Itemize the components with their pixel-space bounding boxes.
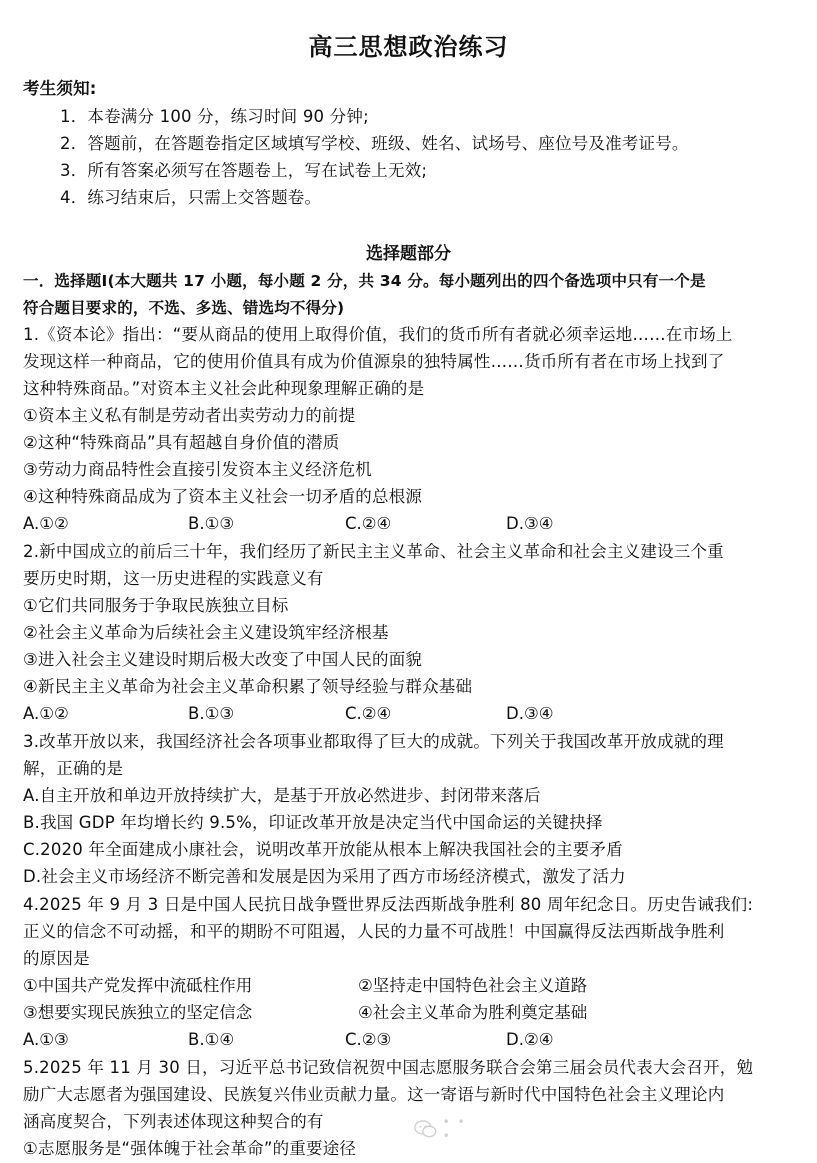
question-1-option-b: B.①③ [188, 514, 235, 533]
question-1-stem: 发现这样一种商品，它的使用价值具有成为价值源泉的独特属性……货币所有者在市场上找到了 [23, 352, 725, 371]
question-4-statement: ④社会主义革命为胜利奠定基础 [358, 1003, 588, 1022]
notice-item: 1．本卷满分 100 分，练习时间 90 分钟; [60, 107, 369, 126]
notice-item: 4．练习结束后，只需上交答题卷。 [60, 188, 322, 207]
question-1-option-d: D.③④ [506, 514, 554, 533]
question-2-option-b: B.①③ [188, 704, 235, 723]
question-5-stem: 涵高度契合，下列表述体现这种契合的有 [23, 1112, 324, 1131]
question-1-statement: ②这种“特殊商品”具有超越自身价值的潜质 [23, 433, 340, 452]
watermark-chat-icon [414, 1111, 474, 1147]
question-3-stem: 3.改革开放以来，我国经济社会各项事业都取得了巨大的成就。下列关于我国改革开放成就的理 [23, 732, 724, 751]
question-4-option-a: A.①③ [23, 1030, 69, 1049]
notice-item: 3．所有答案必须写在答题卷上，写在试卷上无效; [60, 161, 428, 180]
question-1-statement: ①资本主义私有制是劳动者出卖劳动力的前提 [23, 406, 356, 425]
question-2-statement: ③进入社会主义建设时期后极大改变了中国人民的面貌 [23, 650, 423, 669]
question-2-stem: 要历史时期，这一历史进程的实践意义有 [23, 569, 324, 588]
part-instructions: 一．选择题Ⅰ(本大题共 17 小题，每小题 2 分，共 34 分。每小题列出的四个备选项中只有一个是 [23, 272, 706, 290]
question-3-choice: A.自主开放和单边开放持续扩大，是基于开放必然进步、封闭带来落后 [23, 786, 541, 805]
question-2-stem: 2.新中国成立的前后三十年，我们经历了新民主主义革命、社会主义革命和社会主义建设三个重 [23, 542, 724, 561]
question-5-stem: 5.2025 年 11 月 30 日，习近平总书记致信祝贺中国志愿服务联合会第三届会员代表大会召开，勉 [23, 1058, 754, 1077]
question-3-choice: B.我国 GDP 年均增长约 9.5%，印证改革开放是决定当代中国命运的关键抉择 [23, 813, 603, 832]
question-3-choice: C.2020 年全面建成小康社会，说明改革开放能从根本上解决我国社会的主要矛盾 [23, 840, 623, 859]
notice-item: 2．答题前，在答题卷指定区域填写学校、班级、姓名、试场号、座位号及准考证号。 [60, 134, 689, 153]
question-1-option-c: C.②④ [345, 514, 392, 533]
question-2-statement: ①它们共同服务于争取民族独立目标 [23, 596, 289, 615]
question-2-option-c: C.②④ [345, 704, 392, 723]
question-4-option-c: C.②③ [345, 1030, 392, 1049]
question-4-option-d: D.②④ [506, 1030, 554, 1049]
question-1-option-a: A.①② [23, 514, 69, 533]
question-1-stem: 1.《资本论》指出：“要从商品的使用上取得价值，我们的货币所有者就必须幸运地……在市场上 [23, 325, 733, 344]
question-1-statement: ③劳动力商品特性会直接引发资本主义经济危机 [23, 460, 372, 479]
question-4-option-b: B.①④ [188, 1030, 235, 1049]
page-title: 高三思想政治练习 [308, 33, 509, 61]
question-4-statement: ②坚持走中国特色社会主义道路 [358, 976, 588, 995]
question-4-stem: 的原因是 [23, 949, 90, 968]
part-instructions: 符合题目要求的，不选、多选、错选均不得分) [23, 299, 345, 317]
question-1-stem: 这种特殊商品。”对资本主义社会此种现象理解正确的是 [23, 379, 425, 398]
section-heading: 选择题部分 [366, 244, 451, 264]
question-1-statement: ④这种特殊商品成为了资本主义社会一切矛盾的总根源 [23, 487, 423, 506]
question-3-choice: D.社会主义市场经济不断完善和发展是因为采用了西方市场经济模式，激发了活力 [23, 867, 626, 886]
notice-heading: 考生须知: [23, 79, 97, 98]
question-4-statement: ①中国共产党发挥中流砥柱作用 [23, 976, 253, 995]
question-3-stem: 解，正确的是 [23, 759, 124, 778]
watermark-dots-icon: • • • [442, 1115, 467, 1143]
question-2-statement: ④新民主主义革命为社会主义革命积累了领导经验与群众基础 [23, 677, 473, 696]
question-2-option-d: D.③④ [506, 704, 554, 723]
question-4-statement: ③想要实现民族独立的坚定信念 [23, 1003, 253, 1022]
question-4-stem: 正义的信念不可动摇，和平的期盼不可阻遏，人民的力量不可战胜！中国赢得反法西斯战争胜利 [23, 922, 725, 941]
question-2-statement: ②社会主义革命为后续社会主义建设筑牢经济根基 [23, 623, 389, 642]
question-5-stem: 励广大志愿者为强国建设、民族复兴伟业贡献力量。这一寄语与新时代中国特色社会主义理论内 [23, 1085, 725, 1104]
question-5-statement: ①志愿服务是“强体魄于社会革命”的重要途径 [23, 1139, 357, 1158]
question-4-stem: 4.2025 年 9 月 3 日是中国人民抗日战争暨世界反法西斯战争胜利 80 周年纪念日。历史告诫我们: [23, 895, 754, 914]
question-2-option-a: A.①② [23, 704, 69, 723]
